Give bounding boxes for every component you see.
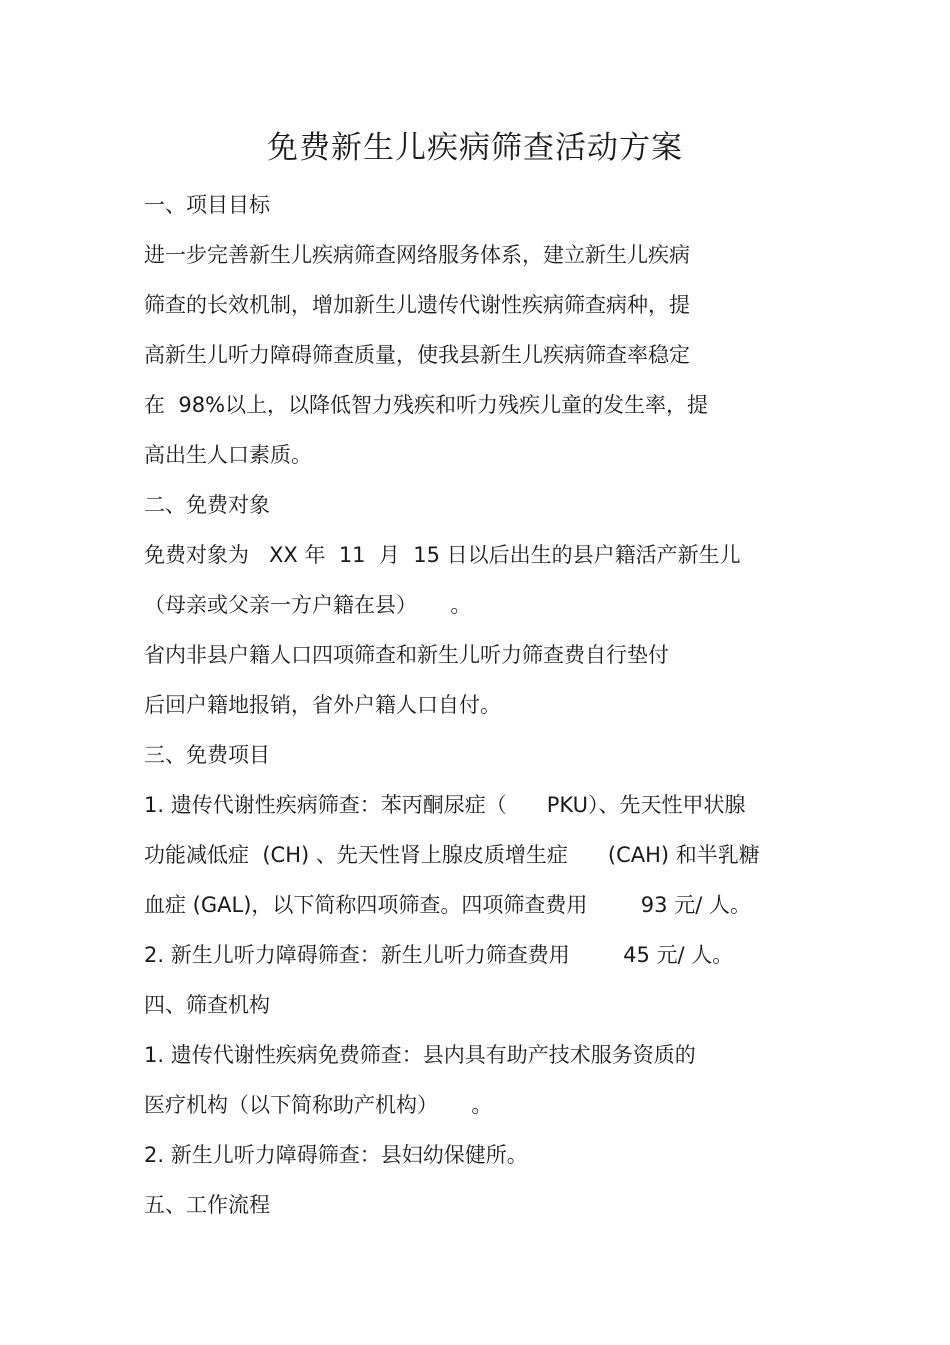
paragraph-line: 进一步完善新生儿疾病筛查网络服务体系，建立新生儿疾病 xyxy=(144,243,690,267)
paragraph-line: 血症 (GAL)，以下简称四项筛查。四项筛查费用 93 元/ 人。 xyxy=(144,893,751,917)
paragraph-line: 省内非县户籍人口四项筛查和新生儿听力筛查费自行垫付 xyxy=(144,643,669,667)
section-heading-targets: 二、免费对象 xyxy=(144,493,270,517)
paragraph-line: 功能减低症 (CH) 、先天性肾上腺皮质增生症 (CAH) 和半乳糖 xyxy=(144,843,760,867)
paragraph-line: 2. 新生儿听力障碍筛查：新生儿听力筛查费用 45 元/ 人。 xyxy=(144,943,734,967)
section-heading-institutions: 四、筛查机构 xyxy=(144,993,270,1017)
paragraph-line: 2. 新生儿听力障碍筛查：县妇幼保健所。 xyxy=(144,1143,528,1167)
section-heading-goals: 一、项目目标 xyxy=(144,193,270,217)
paragraph-line: 在 98%以上，以降低智力残疾和听力残疾儿童的发生率，提 xyxy=(144,393,709,417)
section-heading-workflow: 五、工作流程 xyxy=(144,1193,270,1217)
paragraph-line: 1. 遗传代谢性疾病筛查：苯丙酮尿症（ PKU）、先天性甲状腺 xyxy=(144,793,746,817)
paragraph-line: 1. 遗传代谢性疾病免费筛查：县内具有助产技术服务资质的 xyxy=(144,1043,696,1067)
paragraph-line: 医疗机构（以下简称助产机构） 。 xyxy=(144,1093,493,1117)
document-title: 免费新生儿疾病筛查活动方案 xyxy=(267,130,683,166)
paragraph-line: 免费对象为 XX 年 11 月 15 日以后出生的县户籍活产新生儿 xyxy=(144,543,741,567)
section-heading-items: 三、免费项目 xyxy=(144,743,270,767)
paragraph-line: 筛查的长效机制，增加新生儿遗传代谢性疾病筛查病种，提 xyxy=(144,293,690,317)
paragraph-line: 高新生儿听力障碍筛查质量，使我县新生儿疾病筛查率稳定 xyxy=(144,343,690,367)
paragraph-line: 后回户籍地报销，省外户籍人口自付。 xyxy=(144,693,501,717)
paragraph-line: （母亲或父亲一方户籍在县） 。 xyxy=(144,593,472,617)
paragraph-line: 高出生人口素质。 xyxy=(144,443,312,467)
